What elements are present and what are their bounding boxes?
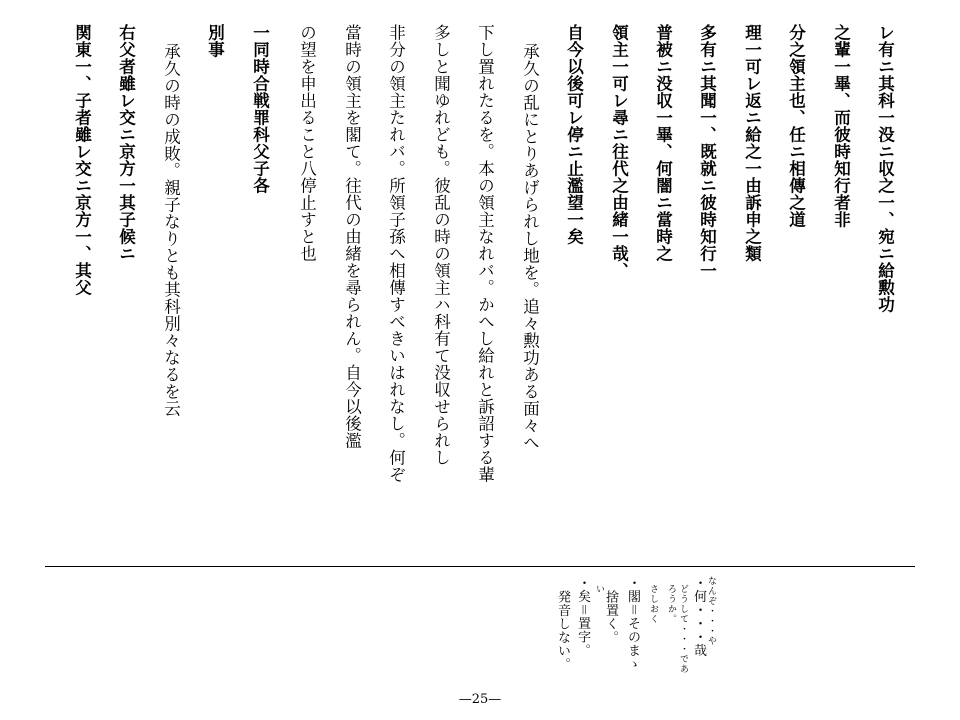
commentary-column-3: 多しと聞ゆれども。彼乱の時の領主ハ科有て没収せられし bbox=[431, 24, 451, 466]
text-column-2: 之輩一畢、而彼時知行者非 bbox=[831, 24, 851, 228]
note-line-7: 捨置く。 bbox=[603, 590, 618, 644]
commentary-column-2: 下し置れたるを。本の領主なれバ。かへし給れと訴詔する輩 bbox=[475, 24, 495, 483]
text-column-7: 領主一可レ尋ニ往代之由緒一哉、 bbox=[609, 24, 629, 279]
commentary-column-1: 承久の乱にとりあげられし地を。追々勲功ある面々へ bbox=[520, 43, 540, 451]
section-heading-continued: 別事 bbox=[205, 24, 225, 58]
footnote-divider bbox=[45, 566, 915, 567]
note-line-5: さしおく bbox=[648, 584, 658, 624]
page-number: —25— bbox=[458, 692, 502, 707]
note-line-8: い bbox=[594, 584, 604, 594]
text-column-4: 理一可レ返ニ給之一由訴申之類 bbox=[742, 24, 762, 262]
text-column-3: 分之領主也、任ニ相傳之道 bbox=[786, 24, 806, 228]
note-line-9: ・矣＝置字。 bbox=[575, 576, 590, 657]
commentary-column-6: の望を申出ること八停止すと也 bbox=[297, 24, 317, 262]
note-line-10: 発音しない。 bbox=[555, 590, 570, 671]
section-heading: 一同時合戦罪科父子各 bbox=[250, 24, 270, 194]
commentary-column-7: 承久の時の成敗。親子なりとも其科別々なるを云 bbox=[161, 43, 181, 417]
text-column-8: 自今以後可レ停ニ止濫望一矣 bbox=[564, 24, 584, 245]
text-column-10: 関東一、子者雖レ交ニ京方一、其父 bbox=[72, 24, 92, 296]
note-line-2: ・何・・・哉 bbox=[691, 576, 706, 657]
text-column-1: レ有ニ其科一没ニ収之一、宛ニ給勲功 bbox=[875, 24, 895, 313]
text-column-6: 普被ニ没収一畢、何闇ニ當時之 bbox=[653, 24, 673, 262]
commentary-column-4: 非分の領主たれバ。所領子孫へ相傳すべきいはれなし。何ぞ bbox=[386, 24, 406, 483]
commentary-column-5: 當時の領主を閣て。往代の由緒を尋られん。自今以後濫 bbox=[342, 24, 362, 449]
text-column-5: 多有ニ其聞一、既就ニ彼時知行一 bbox=[697, 24, 717, 279]
text-column-9: 右父者雖レ交ニ京方一其子候ニ bbox=[116, 24, 136, 262]
note-line-3: どうして・・・であ bbox=[678, 584, 688, 674]
note-line-1: なんぞ・・・や bbox=[706, 576, 716, 646]
note-line-6: ・閣＝そのまゝ bbox=[625, 576, 640, 671]
note-line-4: ろうか。 bbox=[666, 584, 676, 624]
